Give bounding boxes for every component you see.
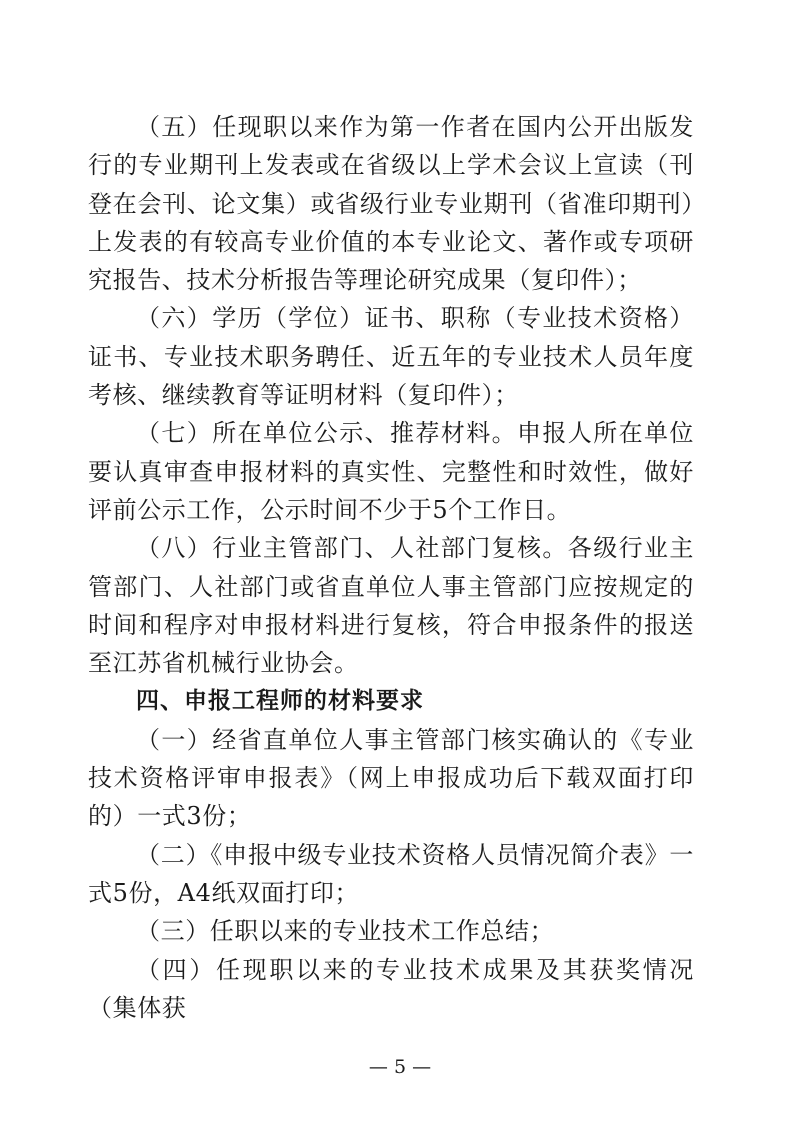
requirement-item-1: （一）经省直单位人事主管部门核实确认的《专业技术资格评审申报表》（网上申报成功后下载双面打印的）一式3份；	[88, 725, 694, 831]
section-heading: 四、申报工程师的材料要求	[136, 688, 424, 715]
page-number: — 5 —	[368, 1056, 432, 1078]
paragraph-item-5: （五）任现职以来作为第一作者在国内公开出版发行的专业期刊上发表或在省级以上学术会议上宣读（刊登在会刊、论文集）或省级行业专业期刊（省准印期刊）上发表的有较高专业价值的本专业论文、著作或专项研究报告、技术分析报告等理论研究成果（复印件）；	[88, 113, 694, 295]
requirement-item-2: （二）《申报中级专业技术资格人员情况简介表》一式5份，A4纸双面打印；	[88, 840, 694, 907]
requirement-item-4: （四）任现职以来的专业技术成果及其获奖情况（集体获	[88, 955, 694, 1022]
document-body	[88, 108, 694, 1027]
paragraph-item-6: （六）学历（学位）证书、职称（专业技术资格）证书、专业技术职务聘任、近五年的专业技术人员年度考核、继续教育等证明材料（复印件）；	[88, 304, 694, 410]
requirement-item-3: （三）任职以来的专业技术工作总结；	[136, 917, 555, 946]
paragraph-item-8: （八）行业主管部门、人社部门复核。各级行业主管部门、人社部门或省直单位人事主管部门应按规定的时间和程序对申报材料进行复核，符合申报条件的报送至江苏省机械行业协会。	[88, 534, 694, 678]
paragraph-item-7: （七）所在单位公示、推荐材料。申报人所在单位要认真审查申报材料的真实性、完整性和时效性，做好评前公示工作，公示时间不少于5个工作日。	[88, 419, 694, 524]
